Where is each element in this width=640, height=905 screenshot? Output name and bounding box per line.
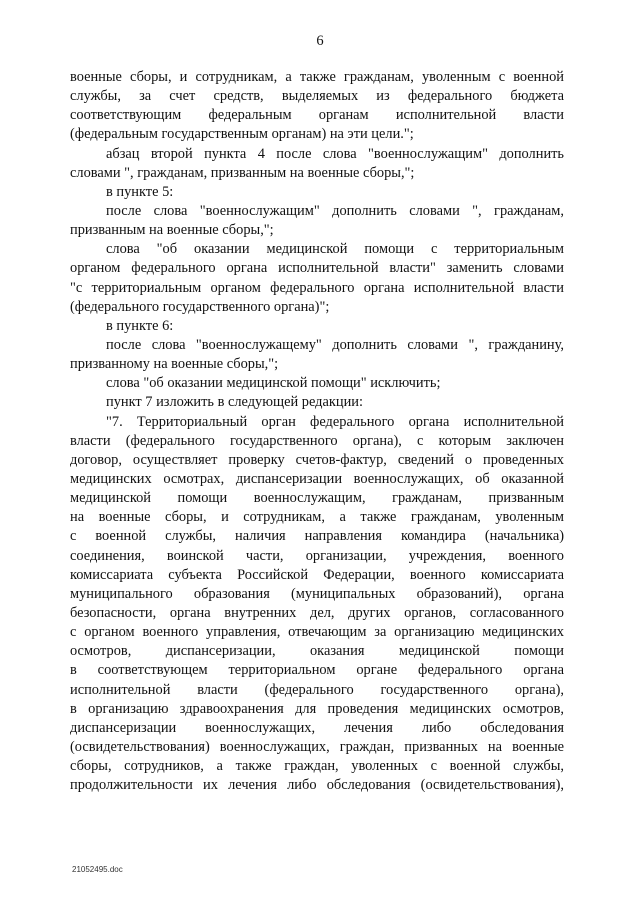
text-line: комиссариата субъекта Российской Федерации, военного комиссариата bbox=[70, 566, 564, 583]
text-line: медицинских осмотрах, диспансеризации военнослужащих, об оказанной bbox=[70, 470, 564, 487]
text-line: пункт 7 изложить в следующей редакции: bbox=[106, 394, 363, 411]
text-line: службы, за счет средств, выделяемых из федерального бюджета bbox=[70, 88, 564, 105]
text-line: исполнительной власти (федерального государственного органа), bbox=[70, 681, 564, 698]
text-line: сборы, сотрудников, а также граждан, уволенных с военной службы, bbox=[70, 758, 564, 775]
body-text bbox=[70, 68, 564, 795]
text-line: органом федерального органа исполнительной власти" заменить словами bbox=[70, 260, 564, 277]
text-line: с военной службы, наличия направления командира (начальника) bbox=[70, 528, 564, 545]
text-line: слова "об оказании медицинской помощи" исключить; bbox=[106, 375, 441, 392]
text-line: на военные сборы, и сотрудникам, а также гражданам, уволенным bbox=[70, 509, 564, 526]
text-line: (федерального государственного органа)"; bbox=[70, 298, 330, 315]
text-line: в пункте 6: bbox=[106, 317, 174, 334]
footer-file-code: 21052495.doc bbox=[72, 865, 123, 874]
text-line: диспансеризации военнослужащих, лечения либо обследования bbox=[70, 719, 564, 736]
text-line: "с территориальным органом федерального органа исполнительной власти bbox=[70, 279, 564, 296]
text-line: муниципального образования (муниципальных образований), органа bbox=[70, 585, 564, 602]
text-line: соответствующим федеральным органам исполнительной власти bbox=[70, 107, 564, 124]
text-line: в пункте 5: bbox=[106, 183, 174, 200]
text-line: осмотров, диспансеризации, оказания медицинской помощи bbox=[70, 643, 564, 660]
text-line: после слова "военнослужащему" дополнить словами ", гражданину, bbox=[106, 336, 564, 353]
text-line: в соответствующем территориальном органе федерального органа bbox=[70, 662, 564, 679]
text-line: (освидетельствования) военнослужащих, граждан, призванных на военные bbox=[70, 738, 564, 755]
text-line: слова "об оказании медицинской помощи с территориальным bbox=[106, 241, 564, 258]
text-line: власти (федерального государственного органа), с которым заключен bbox=[70, 432, 564, 449]
text-line: (федеральным государственным органам) на эти цели."; bbox=[70, 126, 414, 143]
page-number: 6 bbox=[316, 33, 324, 49]
text-line: призванному на военные сборы,"; bbox=[70, 356, 279, 373]
text-line: после слова "военнослужащим" дополнить словами ", гражданам, bbox=[106, 202, 564, 219]
text-line: в организацию здравоохранения для проведения медицинских осмотров, bbox=[70, 700, 564, 717]
text-line: соединения, воинской части, организации, учреждения, военного bbox=[70, 547, 564, 564]
text-line: абзац второй пункта 4 после слова "военнослужащим" дополнить bbox=[106, 145, 564, 162]
text-line: военные сборы, и сотрудникам, а также гражданам, уволенным с военной bbox=[70, 69, 564, 85]
text-line: "7. Территориальный орган федерального органа исполнительной bbox=[106, 413, 564, 430]
text-line: договор, осуществляет проверку счетов-фактур, сведений о проведенных bbox=[70, 451, 564, 468]
text-line: безопасности, органа внутренних дел, других органов, согласованного bbox=[70, 604, 564, 621]
text-line: с органом военного управления, отвечающим за организацию медицинских bbox=[70, 624, 564, 641]
text-line: призванным на военные сборы,"; bbox=[70, 222, 274, 239]
text-line: медицинской помощи военнослужащим, гражданам, призванным bbox=[70, 490, 564, 507]
text-line: продолжительности их лечения либо обследования (освидетельствования), bbox=[70, 777, 564, 794]
text-line: словами ", гражданам, призванным на военные сборы,"; bbox=[70, 164, 415, 181]
